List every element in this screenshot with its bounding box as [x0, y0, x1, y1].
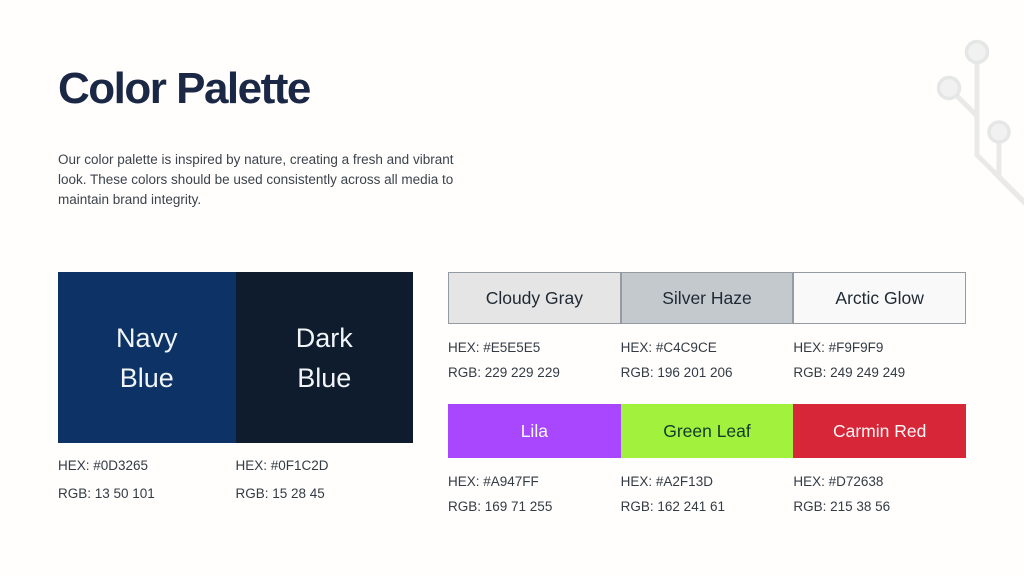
- swatch-silver-haze: [621, 272, 794, 324]
- color-name: Silver Haze: [662, 287, 752, 308]
- color-values-arctic-glow: [793, 339, 966, 404]
- color-name: Navy Blue: [115, 322, 178, 393]
- primary-palette-values: [58, 443, 413, 502]
- rgb-value: RGB: 229 229 229: [448, 365, 560, 380]
- rgb-value: RGB: 13 50 101: [58, 486, 155, 501]
- swatch-cloudy-gray: [448, 272, 621, 324]
- page-title: Color Palette: [58, 64, 310, 113]
- rgb-value: RGB: 215 38 56: [793, 499, 891, 514]
- color-values-dark-blue: [236, 443, 414, 502]
- hex-value: HEX: #0D3265: [58, 458, 149, 473]
- hex-value: HEX: #A2F13D: [620, 474, 713, 489]
- color-values-cloudy-gray: [448, 339, 621, 404]
- hex-value: HEX: #C4C9CE: [620, 340, 717, 355]
- color-name: Arctic Glow: [835, 287, 924, 308]
- hex-value: HEX: #D72638: [793, 474, 884, 489]
- swatch-lila: [448, 404, 621, 458]
- swatch-navy-blue: [58, 272, 236, 443]
- color-name: Carmin Red: [832, 420, 927, 441]
- rgb-value: RGB: 196 201 206: [620, 365, 733, 380]
- color-values-silver-haze: [621, 339, 794, 404]
- rgb-value: RGB: 15 28 45: [235, 486, 325, 501]
- color-values-navy-blue: [58, 443, 236, 502]
- swatch-carmin-red: [793, 404, 966, 458]
- color-values-carmin-red: [793, 473, 966, 515]
- hex-value: HEX: #F9F9F9: [793, 340, 884, 355]
- primary-palette: [58, 272, 413, 443]
- page-description: Our color palette is inspired by nature, creating a fresh and vibrant look. These colors should be used consistently across all media to maintain brand integrity.: [58, 152, 454, 207]
- rgb-value: RGB: 169 71 255: [448, 499, 553, 514]
- hex-value: HEX: #E5E5E5: [448, 340, 541, 355]
- rgb-value: RGB: 249 249 249: [793, 365, 906, 380]
- secondary-column-1: [448, 272, 621, 515]
- color-name: Dark Blue: [295, 322, 353, 393]
- color-name: Lila: [520, 420, 548, 441]
- secondary-column-2: [621, 272, 794, 515]
- color-name: Cloudy Gray: [485, 287, 583, 308]
- hex-value: HEX: #A947FF: [448, 474, 539, 489]
- secondary-palette: [448, 272, 966, 515]
- color-values-green-leaf: [621, 473, 794, 515]
- secondary-column-3: [793, 272, 966, 515]
- swatch-arctic-glow: [793, 272, 966, 324]
- hex-value: HEX: #0F1C2D: [235, 458, 329, 473]
- color-values-lila: [448, 473, 621, 515]
- rgb-value: RGB: 162 241 61: [620, 499, 725, 514]
- swatch-dark-blue: [236, 272, 414, 443]
- color-name: Green Leaf: [663, 420, 751, 441]
- swatch-green-leaf: [621, 404, 794, 458]
